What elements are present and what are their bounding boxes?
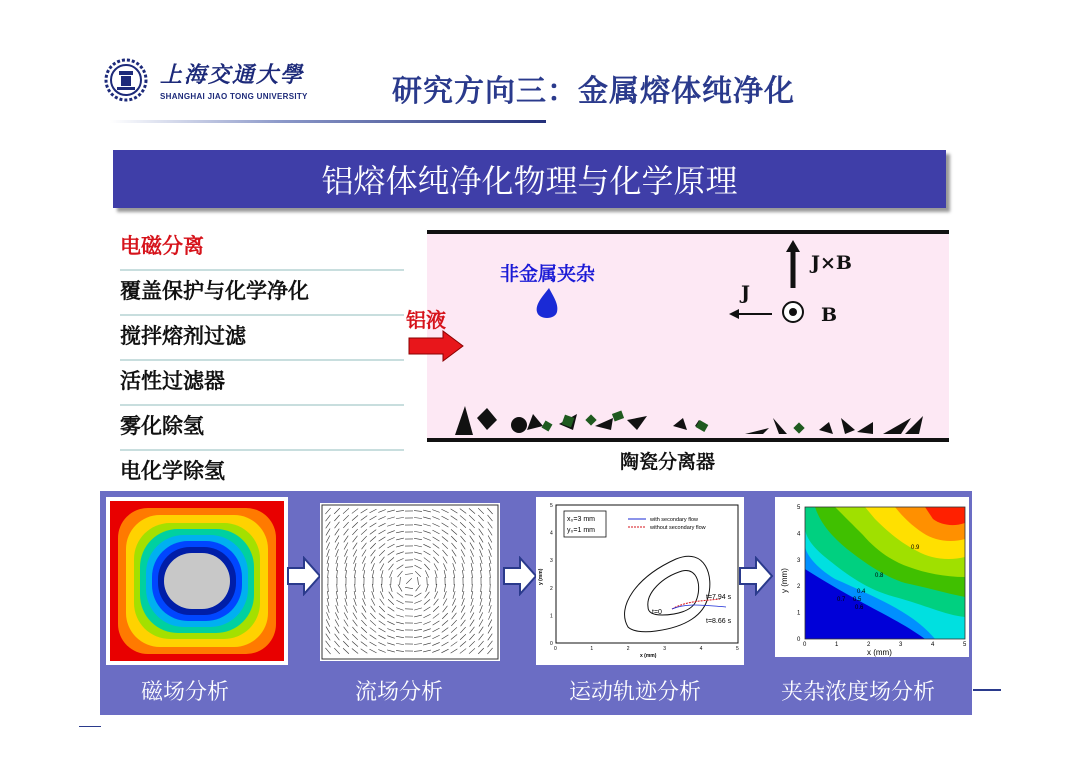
trajectory-y-tick: 3 — [550, 558, 553, 565]
contour-label: 0.4 — [857, 589, 866, 595]
method-label: 电化学除氢 — [120, 459, 225, 483]
caption-magnetic: 磁场分析 — [141, 680, 230, 705]
magnetic-field-plot — [106, 497, 288, 665]
method-label: 搅拌熔剂过滤 — [120, 324, 246, 348]
caption-trajectory: 运动轨迹分析 — [569, 680, 702, 705]
trajectory-x-tick: 2 — [626, 646, 630, 652]
settled-inclusions — [455, 406, 923, 435]
decor-line — [973, 689, 1001, 691]
concentration-x-tick: 3 — [899, 642, 903, 648]
next-arrow-icon — [738, 556, 774, 596]
concentration-panel — [775, 497, 969, 657]
contour-label: 0.9 — [911, 545, 920, 551]
method-label: 覆盖保护与化学净化 — [120, 279, 309, 303]
trajectory-x-tick: 1 — [590, 646, 594, 652]
field-label: B — [821, 304, 838, 326]
method-list — [120, 226, 404, 496]
trajectory-x-ticks — [554, 646, 739, 652]
trajectory-plot — [536, 497, 744, 665]
method-label: 活性过滤器 — [120, 369, 225, 393]
concentration-x-tick: 1 — [835, 642, 839, 648]
method-item — [120, 451, 404, 496]
trajectory-y-ticks — [550, 503, 553, 647]
annotation-t0: t=0 — [652, 609, 662, 616]
legend-series-2: without secondary flow — [650, 525, 706, 531]
annotation-t1: t=7.94 s — [706, 594, 732, 601]
trajectory-y-tick: 2 — [550, 585, 553, 592]
method-label: 电磁分离 — [120, 234, 204, 258]
annotation-t2: t=8.66 s — [706, 618, 732, 625]
magnetic-field-panel — [106, 497, 288, 665]
caption-flow: 流场分析 — [355, 680, 444, 705]
separator-label: 陶瓷分离器 — [620, 451, 716, 473]
title-underline — [110, 120, 546, 123]
concentration-y-tick: 2 — [797, 584, 801, 591]
legend-series-1: with secondary flow — [650, 517, 698, 523]
concentration-y-tick: 4 — [797, 531, 801, 538]
inclusion-drop-icon — [537, 288, 558, 318]
trajectory-y-tick: 5 — [550, 503, 553, 509]
section-banner — [113, 150, 946, 208]
page-title: 研究方向三：金属熔体纯净化 — [392, 74, 795, 109]
contour-label: 0.5 — [853, 597, 862, 603]
contour-label: 0.6 — [855, 605, 864, 611]
trajectory-x-tick: 0 — [554, 646, 557, 652]
inclusion-label: 非金属夹杂 — [500, 263, 596, 285]
decor-line — [79, 726, 101, 727]
concentration-x-tick: 2 — [867, 642, 871, 648]
method-item — [120, 226, 404, 271]
method-item — [120, 316, 404, 361]
method-item — [120, 406, 404, 451]
concentration-y-tick: 1 — [797, 610, 801, 617]
concentration-x-tick: 4 — [931, 642, 935, 648]
university-name-cn: 上海交通大學 — [160, 62, 305, 88]
concentration-y-tick: 0 — [797, 637, 801, 643]
contour-label: 0.7 — [837, 597, 846, 603]
concentration-y-ticks — [797, 505, 801, 643]
trajectory-y-tick: 4 — [550, 530, 553, 537]
current-label: J — [741, 282, 750, 304]
trajectory-x-tick: 3 — [663, 646, 666, 652]
legend-x0: x₀=3 mm — [567, 516, 595, 523]
caption-concentration: 夹杂浓度场分析 — [781, 680, 936, 705]
molten-metal-label: 铝液 — [406, 308, 446, 332]
trajectory-x-tick: 4 — [699, 646, 703, 652]
trajectory-ylabel: y (mm) — [538, 568, 544, 585]
trajectory-y-tick: 0 — [550, 641, 553, 647]
next-arrow-icon — [286, 556, 322, 596]
trajectory-xlabel: x (mm) — [640, 653, 657, 659]
trajectory-panel — [536, 497, 744, 665]
method-item — [120, 271, 404, 316]
concentration-y-tick: 5 — [797, 505, 801, 511]
trajectory-y-tick: 1 — [550, 613, 553, 620]
legend-y0: y₀=1 mm — [567, 527, 595, 534]
university-name-en: SHANGHAI JIAO TONG UNIVERSITY — [160, 92, 308, 101]
flow-arrow-icon — [407, 330, 465, 362]
banner-text: 铝熔体纯净化物理与化学原理 — [321, 162, 738, 200]
concentration-ylabel: y (mm) — [780, 568, 789, 593]
flow-field-plot — [320, 503, 500, 661]
concentration-x-tick: 5 — [963, 642, 967, 648]
method-label: 雾化除氢 — [120, 414, 204, 438]
flow-field-panel — [320, 503, 500, 661]
trajectory-x-tick: 5 — [736, 646, 739, 652]
method-item — [120, 361, 404, 406]
concentration-xlabel: x (mm) — [867, 648, 892, 657]
concentration-y-tick: 3 — [797, 557, 801, 564]
contour-label: 0.8 — [875, 573, 884, 579]
concentration-x-tick: 0 — [803, 642, 807, 648]
next-arrow-icon — [502, 556, 538, 596]
university-logo — [104, 58, 148, 102]
concentration-plot — [775, 497, 969, 657]
force-label: J×B — [811, 252, 852, 274]
